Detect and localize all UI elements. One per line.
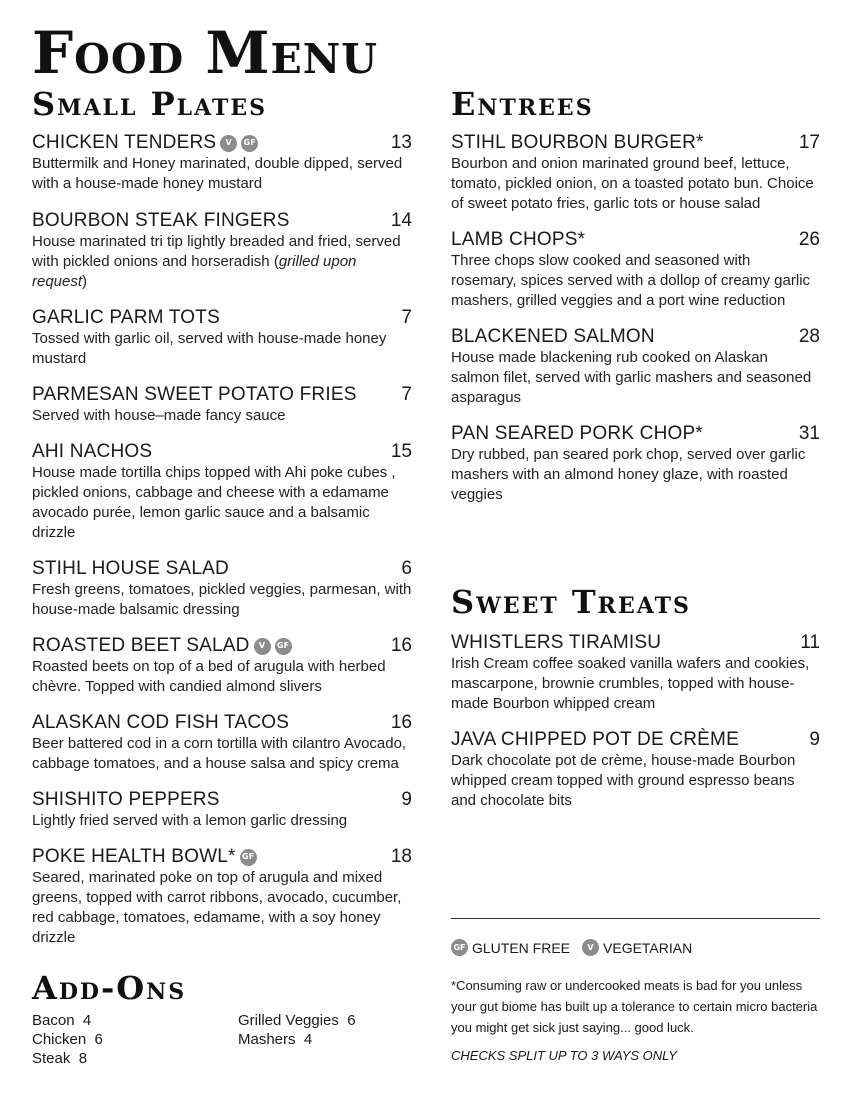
menu-item-header (32, 635, 412, 657)
addon-item: Steak 8 (32, 1050, 88, 1067)
menu-item-header (451, 423, 820, 445)
divider (451, 918, 820, 919)
menu-item-header (451, 632, 820, 654)
menu-item-description (32, 406, 412, 426)
menu-item-price: 31 (798, 423, 820, 444)
menu-item (451, 326, 820, 408)
menu-item-price: 11 (800, 632, 820, 653)
menu-item-price: 17 (798, 132, 820, 153)
gluten-free-icon: GF (275, 638, 292, 655)
addon-item: Mashers 4 (238, 1031, 313, 1048)
dietary-legend (451, 939, 704, 956)
menu-item-description (451, 251, 820, 311)
menu-item-name: ALASKAN COD FISH TACOS (32, 712, 290, 733)
menu-item-name: SHISHITO PEPPERS (32, 789, 220, 810)
menu-item-header (32, 558, 412, 580)
menu-item-name: JAVA CHIPPED POT DE CRÈME (451, 729, 739, 750)
small-plates-section (32, 86, 412, 948)
menu-item-description: House marinated tri tip lightly breaded and fried, served with pickled onions and horseradish (grilled upon request) (32, 233, 401, 290)
menu-item (32, 132, 412, 194)
vegetarian-label: VEGETARIAN (603, 939, 693, 956)
menu-item-name: GARLIC PARM TOTS (32, 307, 220, 328)
menu-item-name: CHICKEN TENDERS V GF (32, 132, 258, 154)
menu-item (32, 384, 412, 426)
menu-item-price: 16 (390, 635, 412, 656)
menu-item (32, 441, 412, 543)
menu-item-description-text: Three chops slow cooked and seasoned with rosemary, spices served with a dollop of creamy garlic mashers, grilled veggies and a port wine reduction (451, 252, 811, 309)
menu-item-price: 7 (401, 307, 412, 328)
menu-item-description (451, 348, 820, 408)
menu-item-description-text: House made blackening rub cooked on Alaskan salmon filet, served with garlic mashers and seasoned asparagus (451, 349, 812, 406)
menu-item-header (451, 132, 820, 154)
menu-item-price: 15 (390, 441, 412, 462)
menu-item-header (32, 712, 412, 734)
gluten-free-icon: GF (451, 939, 468, 956)
menu-item-header (451, 229, 820, 251)
menu-item-description (451, 654, 820, 714)
menu-item-description-text: Bourbon and onion marinated ground beef, lettuce, tomato, pickled onion, on a toasted potato bun. Choice of sweet potato fries, garlic tots or house salad (451, 155, 814, 212)
menu-item-description (32, 463, 412, 543)
menu-item-name: STIHL BOURBON BURGER* (451, 132, 704, 153)
menu-item-header (32, 789, 412, 811)
menu-item-description (451, 751, 820, 811)
addon-item: Grilled Veggies 6 (238, 1012, 356, 1029)
gluten-free-icon: GF (241, 135, 258, 152)
menu-item-name: BLACKENED SALMON (451, 326, 655, 347)
menu-item (451, 132, 820, 214)
sweet-treats-list (451, 632, 820, 811)
menu-item-price: 9 (809, 729, 820, 750)
menu-item-description (32, 868, 412, 948)
menu-item-price: 28 (798, 326, 820, 347)
vegetarian-icon: V (582, 939, 599, 956)
menu-item-description-text: Dry rubbed, pan seared pork chop, served over garlic mashers with an almond honey glaze, with roasted veggies (451, 446, 806, 503)
menu-item-name: STIHL HOUSE SALAD (32, 558, 229, 579)
menu-item-header (32, 441, 412, 463)
addons-list (32, 1011, 422, 1068)
small-plates-list (32, 132, 412, 948)
menu-item-description-text: Buttermilk and Honey marinated, double dipped, served with a house-made honey mustard (32, 155, 403, 192)
vegetarian-icon: V (220, 135, 237, 152)
menu-item-description (451, 154, 820, 214)
menu-item-description-text: Irish Cream coffee soaked vanilla wafers and cookies, mascarpone, brownie crumbles, topped with house-made Bourbon whipped cream (451, 655, 810, 712)
page-title: Food Menu (32, 19, 379, 87)
menu-item-name: PARMESAN SWEET POTATO FRIES (32, 384, 357, 405)
menu-item-name: BOURBON STEAK FINGERS (32, 210, 290, 231)
menu-item-name: POKE HEALTH BOWL* GF (32, 846, 257, 868)
menu-item-description-text: Beer battered cod in a corn tortilla with cilantro Avocado, cabbage tomatoes, and a house salsa and spicy crema (32, 735, 407, 772)
menu-item-description-text: Roasted beets on top of a bed of arugula with herbed chèvre. Topped with candied almond slivers (32, 658, 386, 695)
addons-heading: Add-Ons (32, 969, 187, 1007)
menu-item-name: WHISTLERS TIRAMISU (451, 632, 662, 653)
menu-item-description (32, 329, 412, 369)
menu-item-price: 18 (390, 846, 412, 867)
menu-item-description-text: Fresh greens, tomatoes, pickled veggies, parmesan, with house-made balsamic dressing (32, 581, 412, 618)
menu-item-description (32, 580, 412, 620)
addon-item: Chicken 6 (32, 1031, 103, 1048)
menu-item-name: AHI NACHOS (32, 441, 153, 462)
menu-item-header (451, 729, 820, 751)
menu-item (451, 229, 820, 311)
menu-item-description-text: Served with house–made fancy sauce (32, 407, 286, 424)
menu-item-price: 14 (390, 210, 412, 231)
menu-item-header (32, 846, 412, 868)
menu-item (451, 423, 820, 505)
sweet-treats-heading: Sweet Treats (451, 583, 691, 621)
menu-item-description-text: House marinated tri tip lightly breaded and fried, served with pickled onions and horseradish (32, 233, 401, 270)
menu-item-description-text: Lightly fried served with a lemon garlic dressing (32, 812, 348, 829)
gluten-free-icon: GF (240, 849, 257, 866)
menu-item-description (32, 811, 412, 831)
menu-item-description-text: Dark chocolate pot de crème, house-made Bourbon whipped cream topped with ground espresso beans and chocolate bits (451, 752, 796, 809)
menu-item (32, 712, 412, 774)
menu-item-name: PAN SEARED PORK CHOP* (451, 423, 703, 444)
checks-split-note: CHECKS SPLIT UP TO 3 WAYS ONLY (451, 1048, 677, 1063)
gluten-free-label: GLUTEN FREE (472, 939, 571, 956)
menu-item-description (451, 445, 820, 505)
menu-item (451, 729, 820, 811)
menu-item-header (451, 326, 820, 348)
menu-item-price: 6 (401, 558, 412, 579)
menu-item-description (32, 154, 412, 194)
menu-item-header (32, 132, 412, 154)
menu-item-description-text: House made tortilla chips topped with Ahi poke cubes , pickled onions, cabbage and cheese with a edamame avocado purée, lemon garlic sauce and a balsamic drizzle (32, 464, 396, 541)
entrees-heading: Entrees (451, 85, 594, 123)
menu-item-note: grilled upon request (32, 253, 357, 290)
menu-item-header (32, 307, 412, 329)
menu-item-price: 13 (390, 132, 412, 153)
menu-item (32, 846, 412, 948)
menu-item-price: 9 (401, 789, 412, 810)
menu-item (32, 210, 412, 292)
raw-meat-disclaimer: *Consuming raw or undercooked meats is bad for you unless your gut biome has built up a tolerance to certain micro bacteria you might get sick just saying... good luck. (451, 978, 818, 1035)
menu-item-price: 7 (401, 384, 412, 405)
menu-item (32, 307, 412, 369)
entrees-section (451, 86, 820, 505)
entrees-list (451, 132, 820, 505)
menu-item-header (32, 210, 412, 232)
menu-item-price: 16 (390, 712, 412, 733)
addon-item: Bacon 4 (32, 1012, 92, 1029)
menu-item (32, 789, 412, 831)
sweet-treats-section (451, 584, 820, 811)
menu-item (32, 635, 412, 697)
menu-item-description (32, 657, 412, 697)
menu-item-description-text: Tossed with garlic oil, served with house-made honey mustard (32, 330, 387, 367)
menu-item-name: LAMB CHOPS* (451, 229, 586, 250)
menu-item (32, 558, 412, 620)
menu-item-header (32, 384, 412, 406)
vegetarian-icon: V (254, 638, 271, 655)
menu-item-description-text: Seared, marinated poke on top of arugula and mixed greens, topped with carrot ribbons, avocado, cucumber, red cabbage, tomatoes, edamame, with a soy honey drizzle (32, 869, 402, 946)
menu-item (451, 632, 820, 714)
menu-item-price: 26 (798, 229, 820, 250)
menu-item-name: ROASTED BEET SALAD V GF (32, 635, 292, 657)
menu-item-description (32, 734, 412, 774)
small-plates-heading: Small Plates (32, 85, 268, 123)
